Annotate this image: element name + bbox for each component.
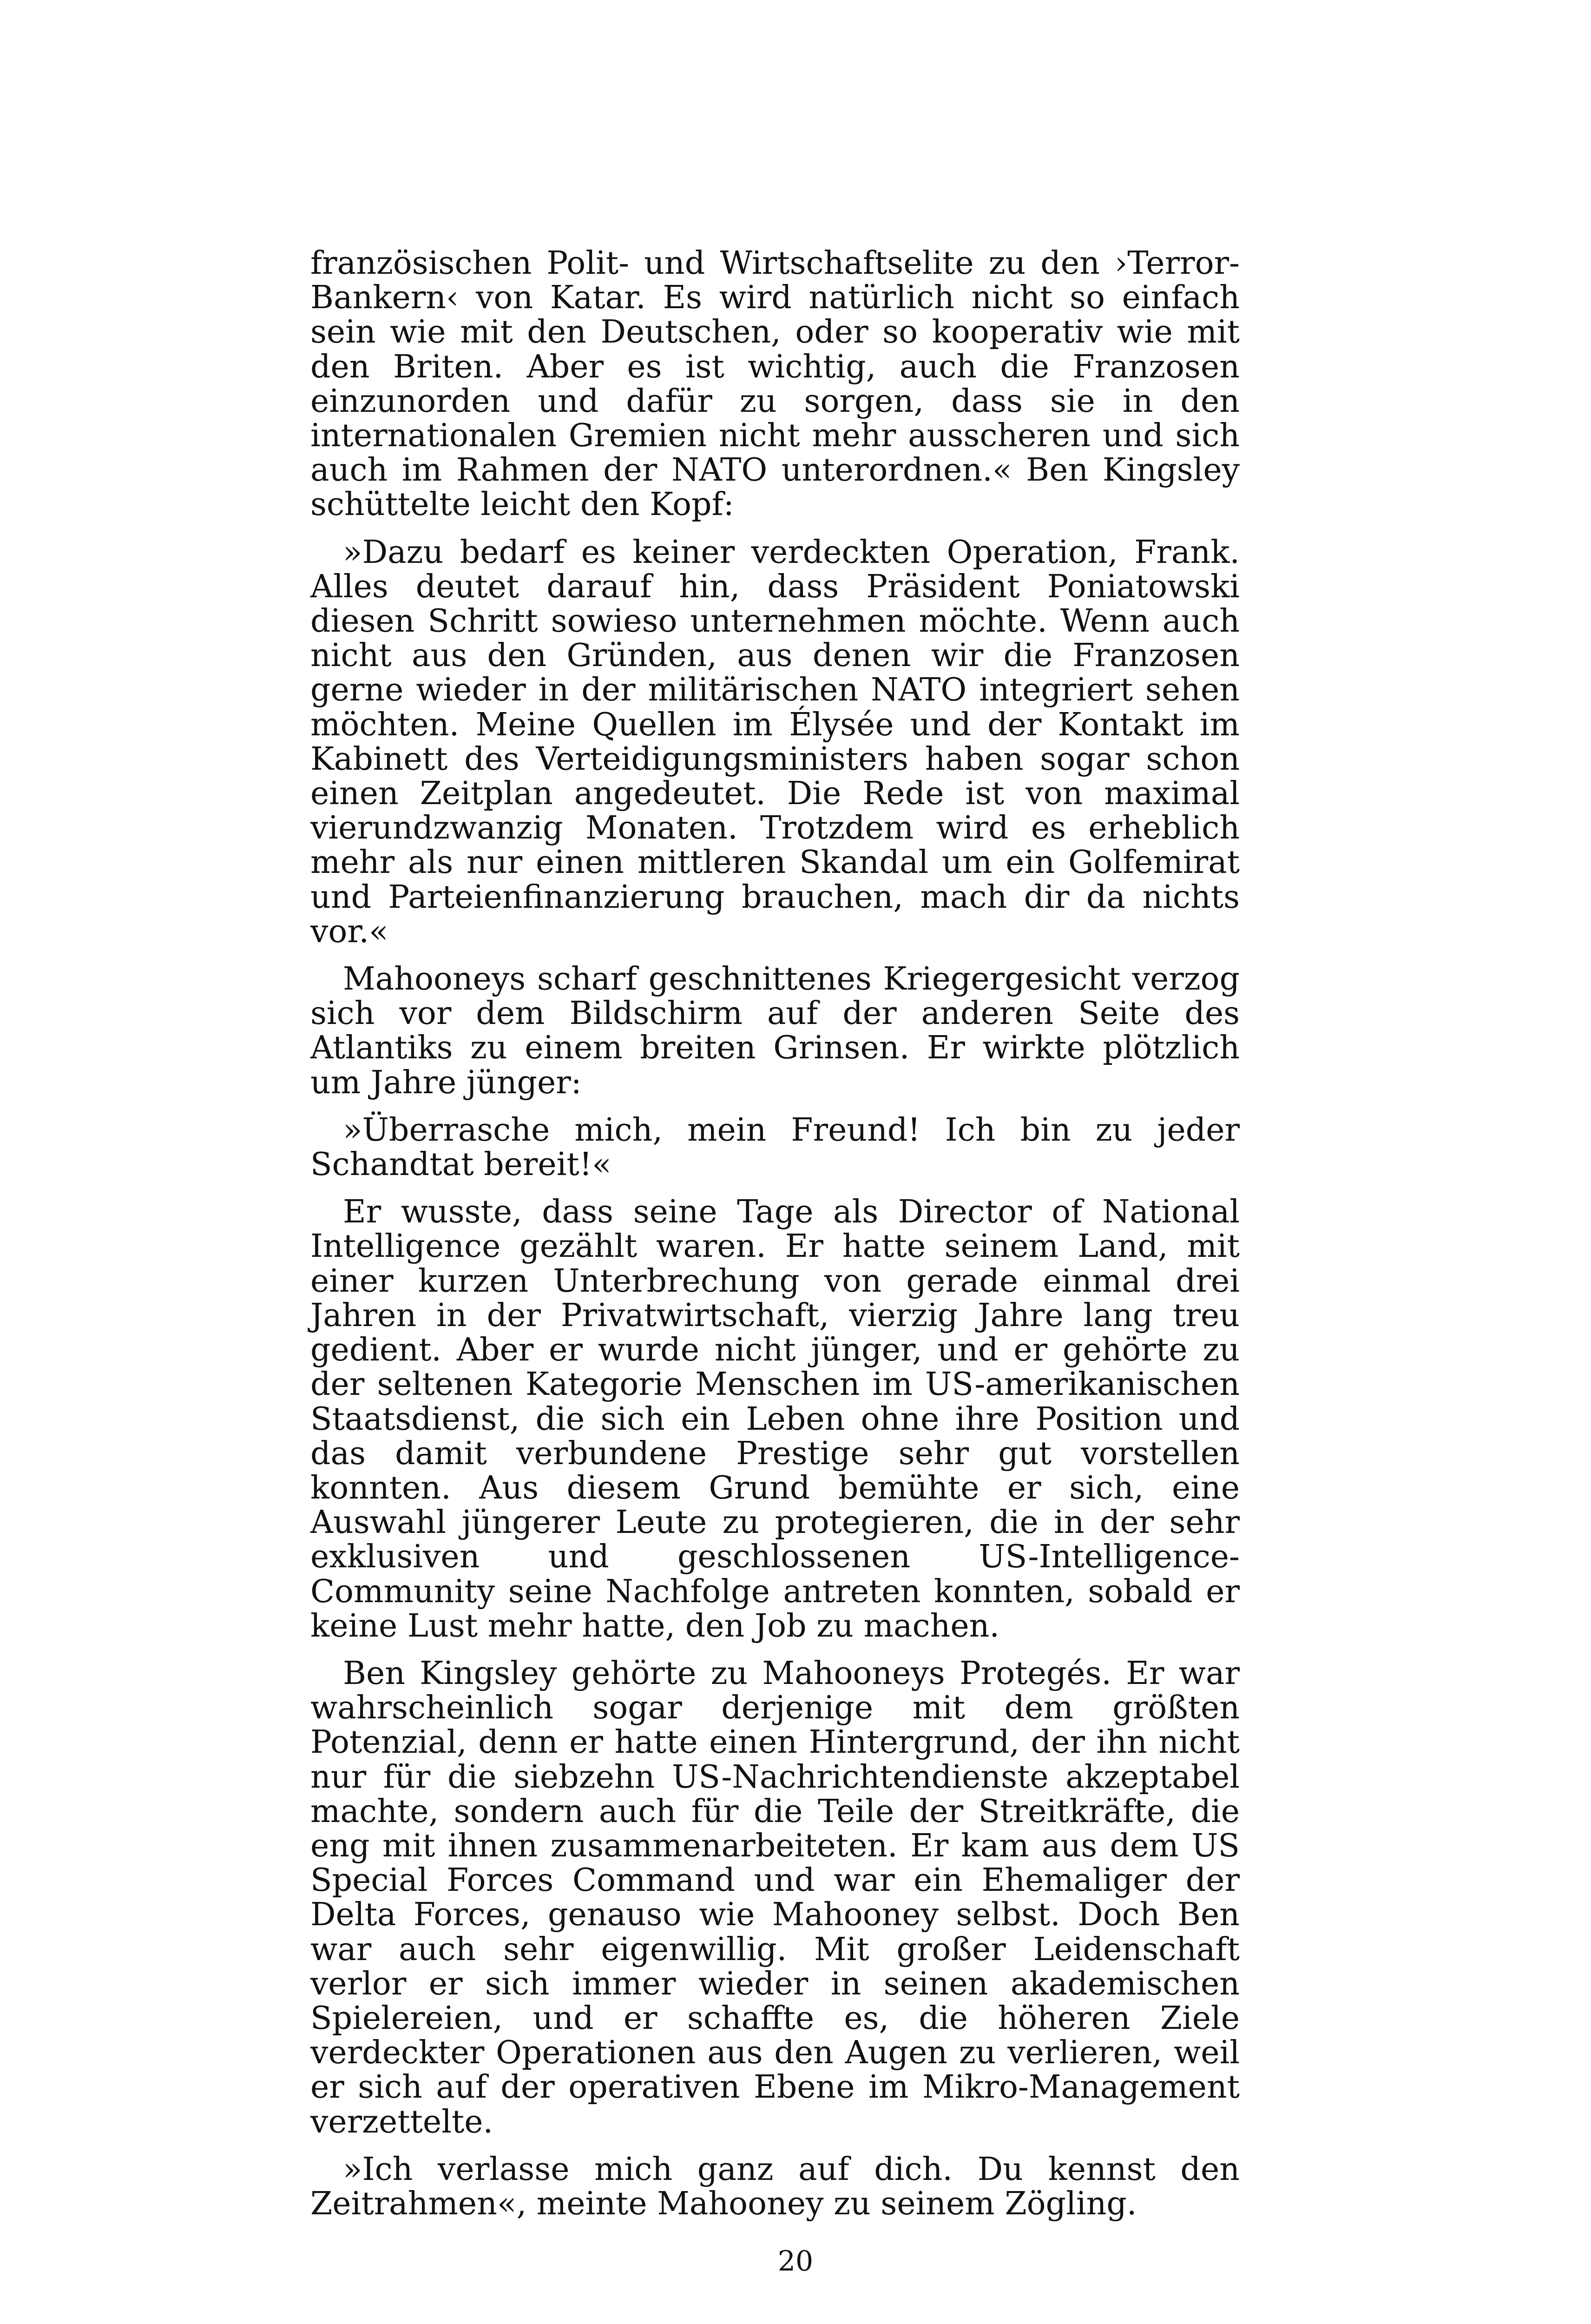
paragraph-1: französischen Polit- und Wirtschaftselite zu den ›Terror-Bankern‹ von Katar. Es wird natürlich nicht so einfach sein wie mit den Deutschen, oder so kooperativ wie mit den Briten. Aber es ist wichtig, auch die Franzosen einzunorden und dafür zu sorgen, dass sie in den internationalen Gremien nicht mehr ausscheren und sich auch im Rahmen der NATO unterordnen.« Ben Kingsley schüttelte leicht den Kopf: (310, 245, 1240, 523)
paragraph-4: »Überrasche mich, mein Freund! Ich bin zu jeder Schandtat bereit!« (310, 1111, 1240, 1183)
paragraph-6: Ben Kingsley gehörte zu Mahooneys Protegés. Er war wahrscheinlich sogar derjenige mit dem größten Potenzial, denn er hatte einen Hintergrund, der ihn nicht nur für die siebzehn US-Nachrichtendienste akzeptabel machte, sondern auch für die Teile der Streitkräfte, die eng mit ihnen zusammenarbeiteten. Er kam aus dem US Special Forces Command und war ein Ehemaliger der Delta Forces, genauso wie Mahooney selbst. Doch Ben war auch sehr eigenwillig. Mit großer Leidenschaft verlor er sich immer wieder in seinen akademischen Spielereien, und er schaffte es, die höheren Ziele verdeckter Operationen aus den Augen zu verlieren, weil er sich auf der operativen Ebene im Mikro-Management verzettelte. (310, 1655, 1240, 2140)
paragraph-3: Mahooneys scharf geschnittenes Kriegergesicht verzog sich vor dem Bildschirm auf der anderen Seite des Atlantiks zu einem breiten Grinsen. Er wirkte plötzlich um Jahre jünger: (310, 961, 1240, 1101)
body-text (310, 246, 1240, 2234)
paragraph-7: »Ich verlasse mich ganz auf dich. Du kennst den Zeitrahmen«, meinte Mahooney zu seinem Zögling. (310, 2151, 1240, 2222)
paragraph-5: Er wusste, dass seine Tage als Director of National Intelligence gezählt waren. Er hatte seinem Land, mit einer kurzen Unterbrechung von gerade einmal drei Jahren in der Privatwirtschaft, vierzig Jahre lang treu gedient. Aber er wurde nicht jünger, und er gehörte zu der seltenen Kategorie Menschen im US-amerikanischen Staatsdienst, die sich ein Leben ohne ihre Position und das damit verbundene Prestige sehr gut vorstellen konnten. Aus diesem Grund bemühte er sich, eine Auswahl jüngerer Leute zu protegieren, die in der sehr exklusiven und geschlossenen US-Intelligence-Community seine Nachfolge antreten konnten, sobald er keine Lust mehr hatte, den Job zu machen. (310, 1194, 1240, 1644)
paragraph-2: »Dazu bedarf es keiner verdeckten Operation, Frank. Alles deutet darauf hin, dass Präsident Poniatowski diesen Schritt sowieso unternehmen möchte. Wenn auch nicht aus den Gründen, aus denen wir die Franzosen gerne wieder in der militärischen NATO integriert sehen möchten. Meine Quellen im Élysée und der Kontakt im Kabinett des Verteidigungsministers haben sogar schon einen Zeitplan angedeutet. Die Rede ist von maximal vierundzwanzig Monaten. Trotzdem wird es erheblich mehr als nur einen mittleren Skandal um ein Golfemirat und Parteienfinanzierung brauchen, mach dir da nichts vor.« (310, 534, 1240, 950)
page-number: 20 (777, 2245, 814, 2278)
